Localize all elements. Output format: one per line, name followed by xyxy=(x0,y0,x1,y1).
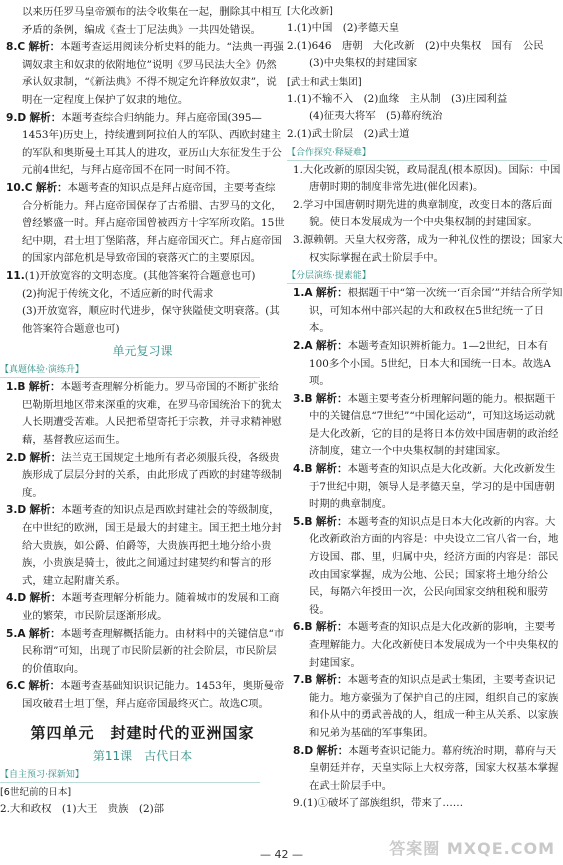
analysis-label: 解析： xyxy=(315,515,348,528)
taika-item-2-cont: (3)中央集权的封建国家 xyxy=(309,57,418,70)
watermark-logo: 答案圈 MXQE.COM xyxy=(389,839,555,858)
review-answer-2 xyxy=(0,450,285,503)
page-number: — 42 — xyxy=(260,848,303,861)
taika-item-2: 2.(1)646 唐朝 大化改新 (2)中央集权 国有 公民 xyxy=(287,39,544,52)
practice-answer-8 xyxy=(287,743,563,796)
answer-text: 本题考查的知识点是武士集团，主要考查识记能力。地方豪强为了保护自己的庄园，组织自己的家族和仆从中的勇武善战的人，组成一种主从关系、以家族和兄弟为基础的军事集团。 xyxy=(309,674,559,739)
analysis-label: 解析： xyxy=(28,41,61,54)
practice-answer-5 xyxy=(287,514,563,620)
review-answer-1 xyxy=(0,379,285,449)
review-answer-5 xyxy=(0,626,285,679)
intro-line-2: 矛盾的条例，编成《查士丁尼法典》一共四处错误。 xyxy=(22,23,261,36)
answer-number: 5.B xyxy=(293,515,313,528)
review-answer-4 xyxy=(0,590,285,625)
answer-text: 本题考查基础知识识记能力。1453年，奥斯曼帝国攻破君士坦丁堡，拜占庭帝国最终灭亡。故选C项。 xyxy=(22,680,285,710)
analysis-label: 解析： xyxy=(315,463,348,476)
practice-answer-1 xyxy=(287,285,563,338)
practice-answer-9: 9.(1)①破坏了部族组织，带来了…… xyxy=(293,797,464,810)
practice-answer-4 xyxy=(287,461,563,514)
answer-11 xyxy=(0,268,285,286)
answer-text: 本题考查的知识点是拜占庭帝国，主要考查综合分析能力。拜占庭帝国保存了古希腊、古罗马的文化，曾经繁盛一时。拜占庭帝国曾被西方十字军所攻陷。15世纪中期，君士坦丁堡陷落，拜占庭帝国灭亡。拜占庭帝国的国家内部危机是导致帝国的衰落灭亡的主要原因。 xyxy=(22,181,285,265)
review-answer-6 xyxy=(0,678,285,713)
answer-text: 本题考查综合归纳能力。拜占庭帝国(395—1453年)历史上，持续遭到阿拉伯人的军队、西欧封建主的军队和奥斯曼土耳其人的进攻，亚历山大东征发生于公元前4世纪，与拜占庭帝国不在同一时间不符。 xyxy=(22,111,282,177)
answer-number: 1.A xyxy=(293,287,313,300)
answer-text: 本题考查的知识点是日本大化改新的内容。大化改新政治方面的内容是：中央设立二官八省一台，地方设国、郡、里，归属中央，经济方面的内容是：部民改由国家掌握，成为公地、公民；国家将土地分给公民，每隔六年授田一次，公民向国家交纳租税和服劳役。 xyxy=(309,515,559,616)
answer-8 xyxy=(0,39,285,109)
analysis-label: 解析： xyxy=(29,451,62,464)
answer-number: 7.B xyxy=(293,674,313,687)
analysis-label: 解析： xyxy=(35,181,68,194)
lesson-title: 第11课 古代日本 xyxy=(92,748,193,763)
practice-answer-6 xyxy=(287,619,563,672)
practice-answer-2 xyxy=(287,338,563,391)
answer-number: 8.D xyxy=(293,744,314,757)
coop-item-1: 1.大化改新的原因尖锐，政局混乱(根本原因)。国际：中国唐朝时期的制度非常先进(催化因素)。 xyxy=(293,163,561,194)
answer-number: 1.B xyxy=(6,381,26,394)
coop-item-2: 2.学习中国唐朝时期先进的典章制度，改变日本的落后面貌。使日本发展成为一个中央集权制的封建国家。 xyxy=(293,198,553,229)
analysis-label: 解析： xyxy=(29,111,62,124)
answer-number: 2.A xyxy=(293,339,313,352)
right-column xyxy=(287,0,563,813)
section-pre-6th-century: [6世纪前的日本] xyxy=(0,786,72,798)
analysis-label: 解析： xyxy=(28,381,61,394)
practice-answer-3 xyxy=(287,391,563,461)
answer-text: 本题考查的知识点是大化改新。大化改新发生于7世纪中期，领导人是孝德天皇，学习的是中国唐朝时期的典章制度。 xyxy=(309,463,556,511)
answer-line: (1)开放宽容的文明态度。(其他答案符合题意也可) xyxy=(24,269,256,282)
samurai-item-1: 1.(1)不输不入 (2)血缘 主从制 (3)庄园利益 xyxy=(287,92,508,105)
taika-item-1: 1.(1)中国 (2)孝德天皇 xyxy=(287,22,400,34)
preview-tag: 【自主预习·探新知】 xyxy=(0,768,260,783)
samurai-item-1-cont: (4)征夷大将军 (5)幕府统治 xyxy=(309,110,443,123)
unit-title: 第四单元 封建时代的亚洲国家 xyxy=(30,723,255,742)
review-answer-3 xyxy=(0,502,285,590)
section-samurai: [武士和武士集团] xyxy=(287,76,362,88)
answer-text: 本题考查理解分析能力。罗马帝国的不断扩张给巴勒斯坦地区带来深重的灾难，在罗马帝国统治下的犹太人长期遭受苦难。人民把希望寄托于宗教，并寻求精神慰藉，基督教应运而生。 xyxy=(22,381,282,447)
answer-number: 4.D xyxy=(6,592,27,605)
analysis-label: 解析： xyxy=(315,392,348,405)
answer-number: 2.D xyxy=(6,451,27,464)
practice-answer-7 xyxy=(287,672,563,742)
answer-11-line-3: (3)开放宽容，顺应时代进步，保守狭隘使文明衰落。(其他答案符合题意也可) xyxy=(22,305,280,335)
answer-11-line-2: (2)拘泥于传统文化，不适应新的时代需求 xyxy=(22,287,214,300)
analysis-label: 解析： xyxy=(315,674,348,687)
answer-text: 本题考查识记能力。幕府统治时期，幕府与天皇朝廷并存，天皇实际上大权旁落，国家大权基本掌握在武士阶层手中。 xyxy=(309,744,559,792)
answer-text: 根据题干中“第一次统一‘百余国’”并结合所学知识，可知本州中部兴起的大和政权在5世纪统一了日本。 xyxy=(309,287,563,335)
answer-number: 3.D xyxy=(6,504,27,517)
section-taika-reform: [大化改新] xyxy=(287,6,333,17)
answer-text: 本题考查知识辨析能力。1—2世纪，日本有100多个小国。5世纪，日本大和国统一日本。故选A项。 xyxy=(309,339,551,388)
answer-number: 8.C xyxy=(6,41,26,54)
answer-number: 6.C xyxy=(6,680,26,693)
answer-text: 本题考查理解概括能力。由材料中的关键信息“市民称谓”可知，出现了市民阶层新的社会阶层，市民阶层的价值取向。 xyxy=(22,627,285,675)
left-column xyxy=(0,0,285,818)
answer-text: 法兰克王国规定土地所有者必须服兵役，各级贵族形成了层层分封的关系，由此形成了西欧的封建等级制度。 xyxy=(22,451,282,499)
answer-number: 5.A xyxy=(6,627,26,640)
analysis-label: 解析： xyxy=(29,504,62,517)
analysis-label: 解析： xyxy=(315,621,348,634)
samurai-item-2: 2.(1)武士阶层 (2)武士道 xyxy=(287,127,410,140)
answer-10 xyxy=(0,180,285,268)
review-section-title: 单元复习课 xyxy=(112,344,173,359)
answer-text: 本题考查的知识点是大化改新的影响，主要考查理解能力。大化改新使日本发展成为一个中央集权的封建国家。 xyxy=(309,621,559,669)
answer-number: 11. xyxy=(6,269,25,282)
analysis-label: 解析： xyxy=(315,339,348,352)
answer-text: 本题考查运用阅读分析史料的能力。“法典一再强调奴隶主和奴隶的依附地位”说明《罗马民法大全》仍然承认奴隶制，“《新法典》不得不规定允许释放奴隶”，说明在一定程度上保护了奴隶的地位。 xyxy=(22,41,284,106)
answer-number: 3.B xyxy=(293,392,313,405)
analysis-label: 解析： xyxy=(316,744,349,757)
analysis-label: 解析： xyxy=(315,287,348,300)
answer-text: 本题主要考查分析理解问题的能力。根据题干中的关键信息“7世纪”“中国化运动”，可知这场运动就是大化改新，它的目的是将日本仿效中国唐朝的政治经济制度，建立一个中央集权制的封建国家。 xyxy=(309,392,559,458)
intro-line-1: 以来历任罗马皇帝颁布的法令收集在一起，删除其中相互 xyxy=(22,6,282,18)
answer-text: 本题考查的知识点是西欧封建社会的等级制度，在中世纪的欧洲，国王是最大的封建主。国王把土地分封给大贵族，如公爵、伯爵等，大贵族再把土地分给小贵族，小贵族是骑士，彼此之间通过封建契约和誓言的形式，建立起附庸关系。 xyxy=(22,504,282,587)
layer-tag: 【分层演练·提素能】 xyxy=(287,269,547,284)
answer-number: 10.C xyxy=(6,181,33,194)
review-tag: 【真题体验·演练升】 xyxy=(0,363,260,378)
analysis-label: 解析： xyxy=(28,680,61,693)
analysis-label: 解析： xyxy=(29,592,62,605)
answer-number: 4.B xyxy=(293,463,313,476)
answer-number: 6.B xyxy=(293,621,313,634)
coop-tag: 【合作探究·释疑难】 xyxy=(287,146,547,161)
answer-text: 本题考查理解分析能力。随着城市的发展和工商业的繁荣，市民阶层逐渐形成。 xyxy=(22,592,280,622)
preview-item: 2.大和政权 (1)大王 贵族 (2)部 xyxy=(0,802,165,815)
answer-9 xyxy=(0,110,285,180)
coop-item-3: 3.源赖朝。天皇大权旁落，成为一种礼仪性的摆设；国家大权实际掌握在武士阶层手中。 xyxy=(293,233,563,264)
answer-number: 9.D xyxy=(6,111,27,124)
analysis-label: 解析： xyxy=(28,627,61,640)
